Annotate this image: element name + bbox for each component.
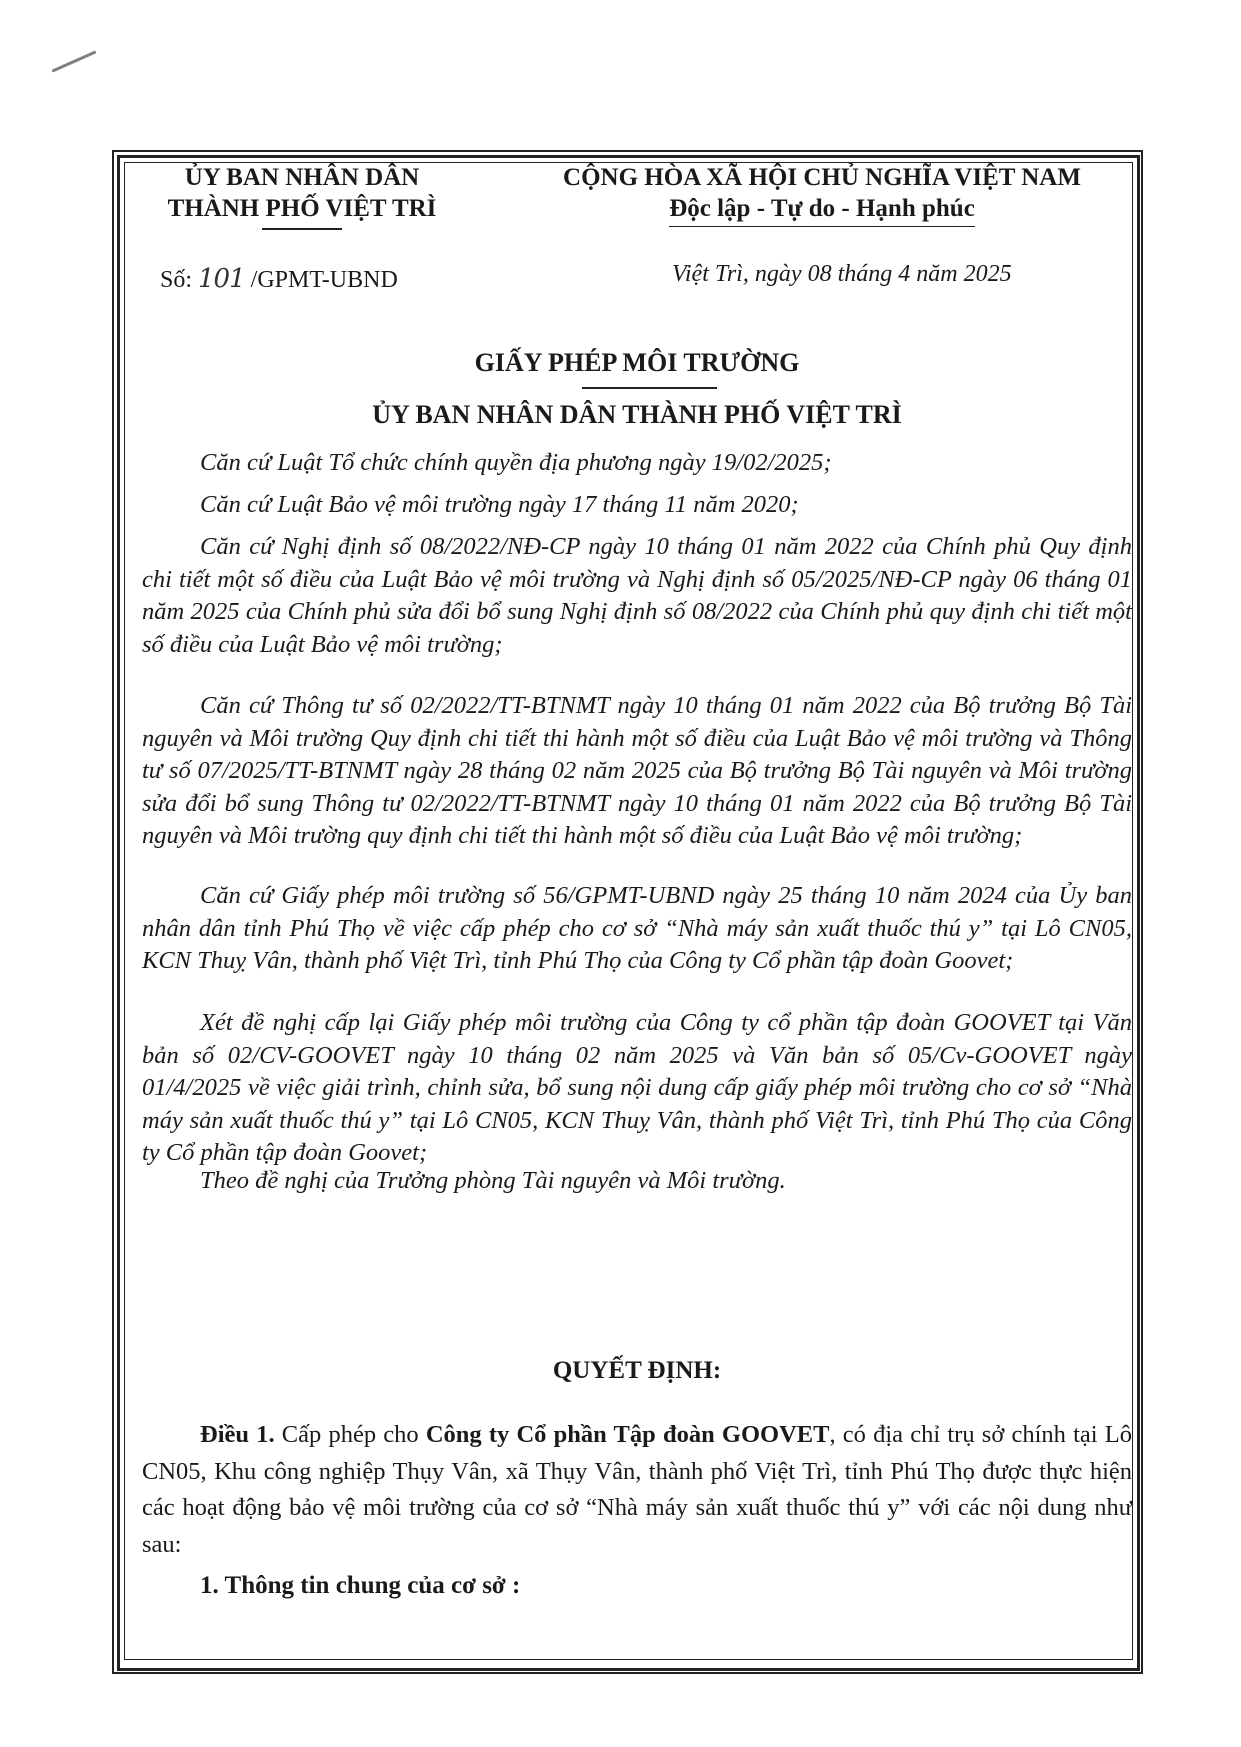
preamble-item — [142, 531, 1132, 661]
doc-number-suffix: /GPMT-UBND — [250, 267, 398, 293]
doc-number-prefix: Số: — [160, 267, 193, 293]
document-date — [672, 261, 1012, 288]
pen-stroke-mark — [51, 50, 96, 72]
national-heading — [512, 162, 1132, 227]
preamble-item — [142, 1007, 1132, 1170]
preamble-text: Căn cứ Luật Bảo vệ môi trường ngày 17 tháng 11 năm 2020; — [200, 491, 799, 518]
preamble-item — [142, 447, 1132, 480]
agency-line-1: ỦY BAN NHÂN DÂN — [184, 164, 420, 191]
date-place: Việt Trì, ngày — [672, 261, 802, 287]
preamble-item — [142, 489, 1132, 522]
document-title: GIẤY PHÉP MÔI TRƯỜNG — [474, 348, 800, 377]
preamble-item — [142, 880, 1132, 978]
preamble-text: Căn cứ Luật Tổ chức chính quyền địa phương ngày 19/02/2025; — [200, 449, 832, 476]
issuing-agency — [152, 162, 452, 230]
preamble-text: Xét đề nghị cấp lại Giấy phép môi trường của Công ty cổ phần tập đoàn GOOVET tại Văn bản số 02/CV-GOOVET ngày 10 tháng 02 năm 2025 và Văn bản số 05/Cv-GOOVET ngày 01/4/2025 về việc giải trình, chỉnh sửa, bổ sung nội dung cấp giấy phép môi trường cho cơ sở “Nhà máy sản xuất thuốc thú y” tại Lô CN05, KCN Thuỵ Vân, thành phố Việt Trì, tỉnh Phú Thọ của Công ty Cổ phần tập đoàn Goovet; — [142, 1009, 1132, 1166]
nation-name: CỘNG HÒA XÃ HỘI CHỦ NGHĨA VIỆT NAM — [563, 164, 1081, 191]
date-year: năm 2025 — [916, 261, 1012, 287]
preamble-item — [142, 690, 1132, 853]
article-1-text-a: Cấp phép cho — [274, 1421, 426, 1448]
doc-number-handwritten: 101 — [198, 264, 245, 294]
preamble-text: Căn cứ Thông tư số 02/2022/TT-BTNMT ngày 10 tháng 01 năm 2022 của Bộ trưởng Bộ Tài nguyên và Môi trường Quy định chi tiết thi hành một số điều của Luật Bảo vệ môi trường và Thông tư số 07/2025/TT-BTNMT ngày 28 tháng 02 năm 2025 của Bộ trưởng Bộ Tài nguyên và Môi trường sửa đổi bổ sung Thông tư 02/2022/TT-BTNMT ngày 10 tháng 01 năm 2022 của Bộ trưởng Bộ Tài nguyên và Môi trường quy định chi tiết thi hành một số điều của Luật Bảo vệ môi trường; — [142, 692, 1132, 849]
article-1-label: Điều 1. — [200, 1421, 275, 1448]
issuer-title: ỦY BAN NHÂN DÂN THÀNH PHỐ VIỆT TRÌ — [372, 400, 902, 429]
agency-underline — [262, 228, 342, 230]
preamble-text: Căn cứ Nghị định số 08/2022/NĐ-CP ngày 10 tháng 01 năm 2022 của Chính phủ Quy định chi tiết một số điều của Luật Bảo vệ môi trường và Nghị định số 05/2025/NĐ-CP ngày 06 tháng 01 năm 2025 của Chính phủ sửa đổi bổ sung Nghị định số 08/2022 của Chính phủ quy định chi tiết một số điều của Luật Bảo vệ môi trường; — [142, 533, 1132, 658]
national-motto: Độc lập - Tự do - Hạnh phúc — [669, 193, 975, 227]
document-number — [160, 264, 398, 294]
preamble-text: Căn cứ Giấy phép môi trường số 56/GPMT-UBND ngày 25 tháng 10 năm 2024 của Ủy ban nhân dân tỉnh Phú Thọ về việc cấp phép cho cơ sở “Nhà máy sản xuất thuốc thú y” tại Lô CN05, KCN Thuỵ Vân, thành phố Việt Trì, tỉnh Phú Thọ của Công ty Cổ phần tập đoàn Goovet; — [142, 882, 1132, 974]
decision-heading: QUYẾT ĐỊNH: — [552, 1357, 722, 1384]
preamble-text: Theo đề nghị của Trưởng phòng Tài nguyên và Môi trường. — [200, 1167, 786, 1194]
preamble-item — [142, 1165, 1132, 1198]
article-1 — [142, 1417, 1132, 1563]
section-1-heading: 1. Thông tin chung của cơ sở : — [200, 1572, 521, 1599]
article-1-company: Công ty Cổ phần Tập đoàn GOOVET — [425, 1421, 830, 1448]
title-underline — [582, 387, 717, 389]
date-month: 4 — [898, 261, 911, 287]
date-day: 08 — [807, 261, 832, 287]
agency-line-2: THÀNH PHỐ VIỆT TRÌ — [167, 195, 437, 222]
date-month-label: tháng — [837, 261, 893, 287]
article-1-text-b: , có địa chỉ trụ sở chính tại Lô CN05, Khu công nghiệp Thụy Vân, xã Thụy Vân, thành phố Việt Trì, tỉnh Phú Thọ được thực hiện các hoạt động bảo vệ môi trường của cơ sở “Nhà máy sản xuất thuốc thú y” với các nội dung như sau: — [142, 1421, 1133, 1558]
